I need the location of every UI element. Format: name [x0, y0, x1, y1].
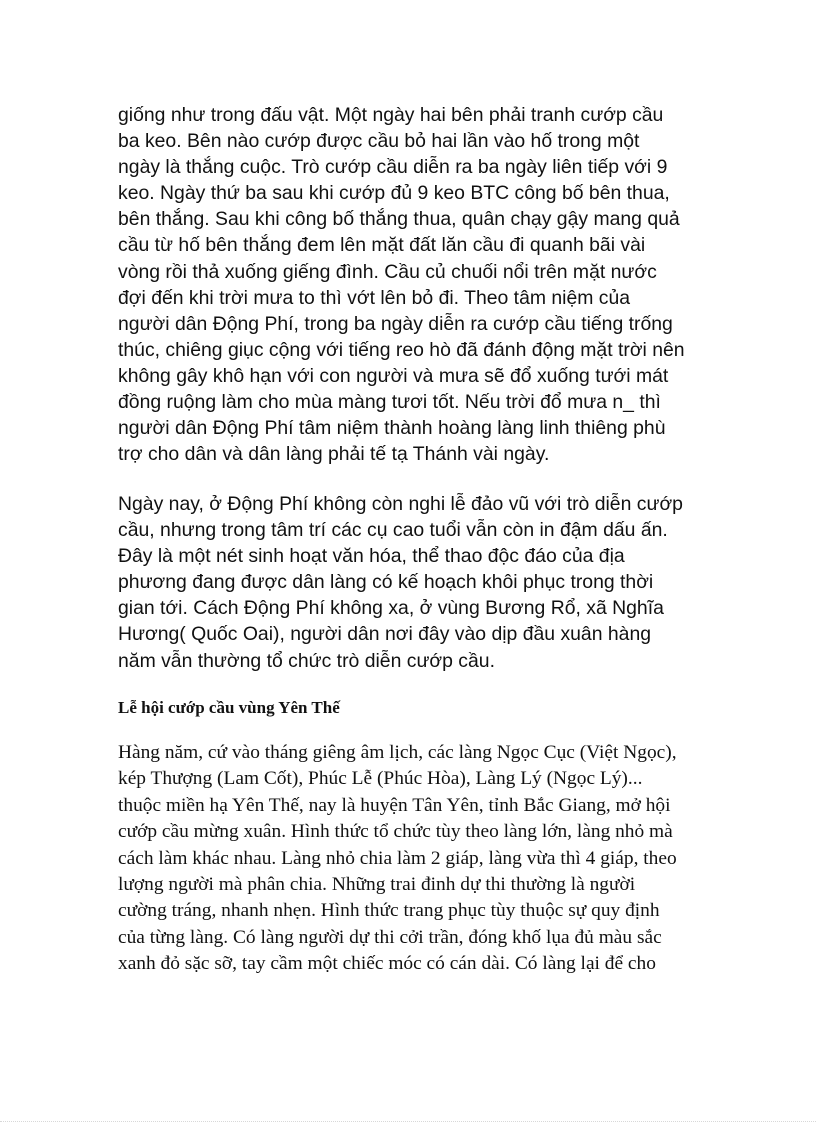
page-bottom-border [0, 1121, 816, 1122]
body-paragraph-1: giống như trong đấu vật. Một ngày hai bên phải tranh cướp cầu ba keo. Bên nào cướp được cầu bỏ hai lần vào hố trong một ngày là thắng cuộc. Trò cướp cầu diễn ra ba ngày liên tiếp với 9 keo. Ngày thứ ba sau khi cướp đủ 9 keo BTC công bố bên thua, bên thắng. Sau khi công bố thắng thua, quân chạy gậy mang quả cầu từ hố bên thắng đem lên mặt đất lăn cầu đi quanh bãi vài vòng rồi thả xuống giếng đình. Cầu củ chuối nổi trên mặt nước đợi đến khi trời mưa to thì vớt lên bỏ đi. Theo tâm niệm của người dân Động Phí, trong ba ngày diễn ra cướp cầu tiếng trống thúc, chiêng giục cộng với tiếng reo hò đã đánh động mặt trời nên không gây khô hạn với con người và mưa sẽ đổ xuống tưới mát đồng ruộng làm cho mùa màng tươi tốt. Nếu trời đổ mưa n_ thì người dân Động Phí tâm niệm thành hoàng làng linh thiêng phù trợ cho dân và dân làng phải tế tạ Thánh vài ngày. [118, 104, 685, 466]
body-paragraph-3: Hàng năm, cứ vào tháng giêng âm lịch, các làng Ngọc Cục (Việt Ngọc), kép Thượng (Lam Cốt), Phúc Lễ (Phúc Hòa), Làng Lý (Ngọc Lý)... thuộc miền hạ Yên Thế, nay là huyện Tân Yên, tỉnh Bắc Giang, mở hội cướp cầu mừng xuân. Hình thức tổ chức tùy theo làng lớn, làng nhỏ mà cách làm khác nhau. Làng nhỏ chia làm 2 giáp, làng vừa thì 4 giáp, theo lượng người mà phân chia. Những trai đinh dự thi thường là người cường tráng, nhanh nhẹn. Hình thức trang phục tùy thuộc sự quy định của từng làng. Có làng người dự thi cởi trần, đóng khố lụa đủ màu sắc xanh đỏ sặc sỡ, tay cầm một chiếc móc có cán dài. Có làng lại để cho [118, 742, 677, 975]
section-heading: Lễ hội cướp cầu vùng Yên Thế [118, 698, 340, 717]
body-paragraph-2: Ngày nay, ở Động Phí không còn nghi lễ đảo vũ với trò diễn cướp cầu, nhưng trong tâm trí các cụ cao tuổi vẫn còn in đậm dấu ấn. Đây là một nét sinh hoạt văn hóa, thể thao độc đáo của địa phương đang được dân làng có kế hoạch khôi phục trong thời gian tới. Cách Động Phí không xa, ở vùng Bương Rổ, xã Nghĩa Hương( Quốc Oai), người dân nơi đây vào dịp đầu xuân hàng năm vẫn thường tổ chức trò diễn cướp cầu. [118, 493, 683, 672]
